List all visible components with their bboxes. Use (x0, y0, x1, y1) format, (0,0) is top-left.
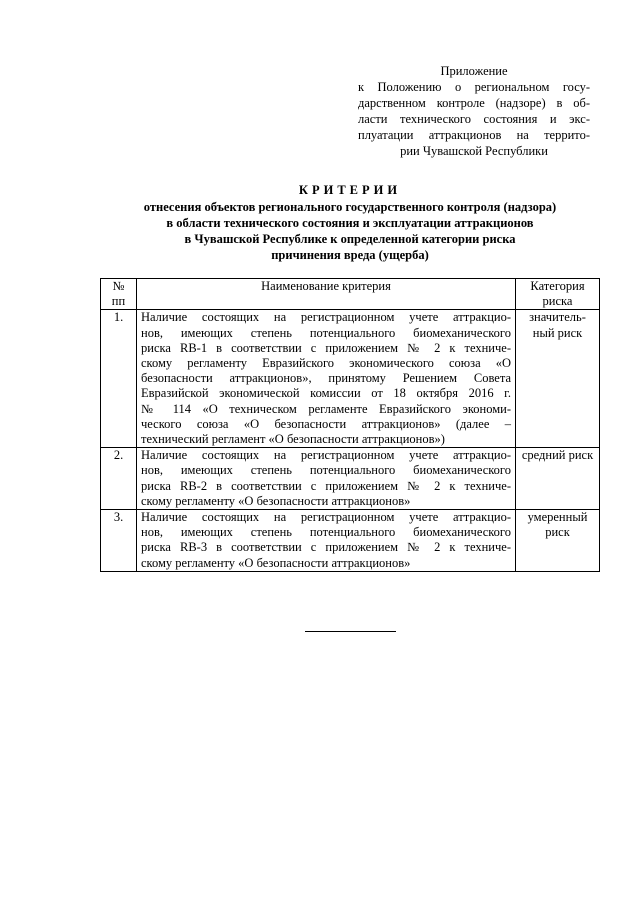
header-name: Наименование критерия (137, 279, 516, 310)
criterion-line: Наличие состоящих на регистрационном учете аттракцио- (141, 510, 511, 525)
annex-block (358, 63, 590, 159)
criterion-line: риска RB-1 в соответствии с приложением № 2 к техниче- (141, 340, 511, 355)
criterion-line: Евразийской экономической комиссии от 18 октября 2016 г. (141, 386, 511, 401)
criterion-line: Наличие состоящих на регистрационном учете аттракцио- (141, 448, 511, 463)
header-num-line1: № (112, 279, 125, 293)
annex-line: плуатации аттракционов на террито- (358, 128, 590, 142)
criterion-line: № 114 «О техническом регламенте Евразийского экономи- (141, 401, 511, 416)
header-category-line1: Категория (530, 279, 585, 293)
table-row (101, 310, 600, 448)
annex-line: дарственном контроле (надзоре) в об- (358, 96, 590, 110)
annex-line: к Положению о региональном госу- (358, 80, 590, 94)
title-line: в Чувашской Республике к определенной категории риска (184, 232, 516, 246)
risk-category-line: риск (545, 525, 570, 540)
risk-category-line: ный риск (532, 325, 583, 340)
annex-title: Приложение (440, 64, 508, 78)
title-line: причинения вреда (ущерба) (271, 248, 429, 262)
end-of-document-rule (305, 631, 396, 632)
annex-line: ласти технического состояния и экс- (358, 112, 590, 126)
risk-category (516, 310, 600, 448)
criterion-line: безопасности аттракционов», принятому Решением Совета (141, 371, 511, 386)
title-line: отнесения объектов регионального государственного контроля (надзора) (143, 200, 557, 214)
title-heading: КРИТЕРИИ (298, 183, 402, 197)
risk-category-line: средний риск (521, 448, 594, 463)
risk-category (516, 510, 600, 572)
row-number: 3. (101, 510, 137, 572)
header-category-line2: риска (542, 294, 573, 309)
criterion-line: нов, имеющих степень потенциального биомеханического (141, 325, 511, 340)
criterion-text (137, 510, 516, 572)
document-title (90, 182, 610, 263)
criterion-line: Наличие состоящих на регистрационном учете аттракцио- (141, 310, 511, 325)
header-num-line2: пп (111, 294, 126, 309)
criterion-line: риска RB-3 в соответствии с приложением № 2 к техниче- (141, 540, 511, 555)
risk-category (516, 448, 600, 510)
header-num (101, 279, 137, 310)
header-category (516, 279, 600, 310)
table-header-row (101, 279, 600, 310)
criterion-line: скому регламенту Евразийского экономического союза «О (141, 356, 511, 371)
risk-category-line: значитель- (529, 310, 586, 325)
criterion-text (137, 310, 516, 448)
criterion-line: ческого союза «О безопасности аттракционов» (далее – (141, 416, 511, 431)
annex-line: рии Чувашской Республики (400, 144, 548, 158)
criterion-line: скому регламенту «О безопасности аттракционов» (141, 555, 411, 570)
criterion-line: нов, имеющих степень потенциального биомеханического (141, 525, 511, 540)
row-number: 2. (101, 448, 137, 510)
criterion-line: нов, имеющих степень потенциального биомеханического (141, 463, 511, 478)
table-row (101, 510, 600, 572)
criterion-line: технический регламент «О безопасности аттракционов») (141, 432, 445, 447)
table-row (101, 448, 600, 510)
risk-category-line: умеренный (527, 510, 588, 525)
row-number: 1. (101, 310, 137, 448)
criteria-table (100, 278, 600, 572)
criterion-line: скому регламенту «О безопасности аттракционов» (141, 493, 411, 508)
criterion-text (137, 448, 516, 510)
criterion-line: риска RB-2 в соответствии с приложением № 2 к техниче- (141, 478, 511, 493)
title-line: в области технического состояния и эксплуатации аттракционов (166, 216, 534, 230)
